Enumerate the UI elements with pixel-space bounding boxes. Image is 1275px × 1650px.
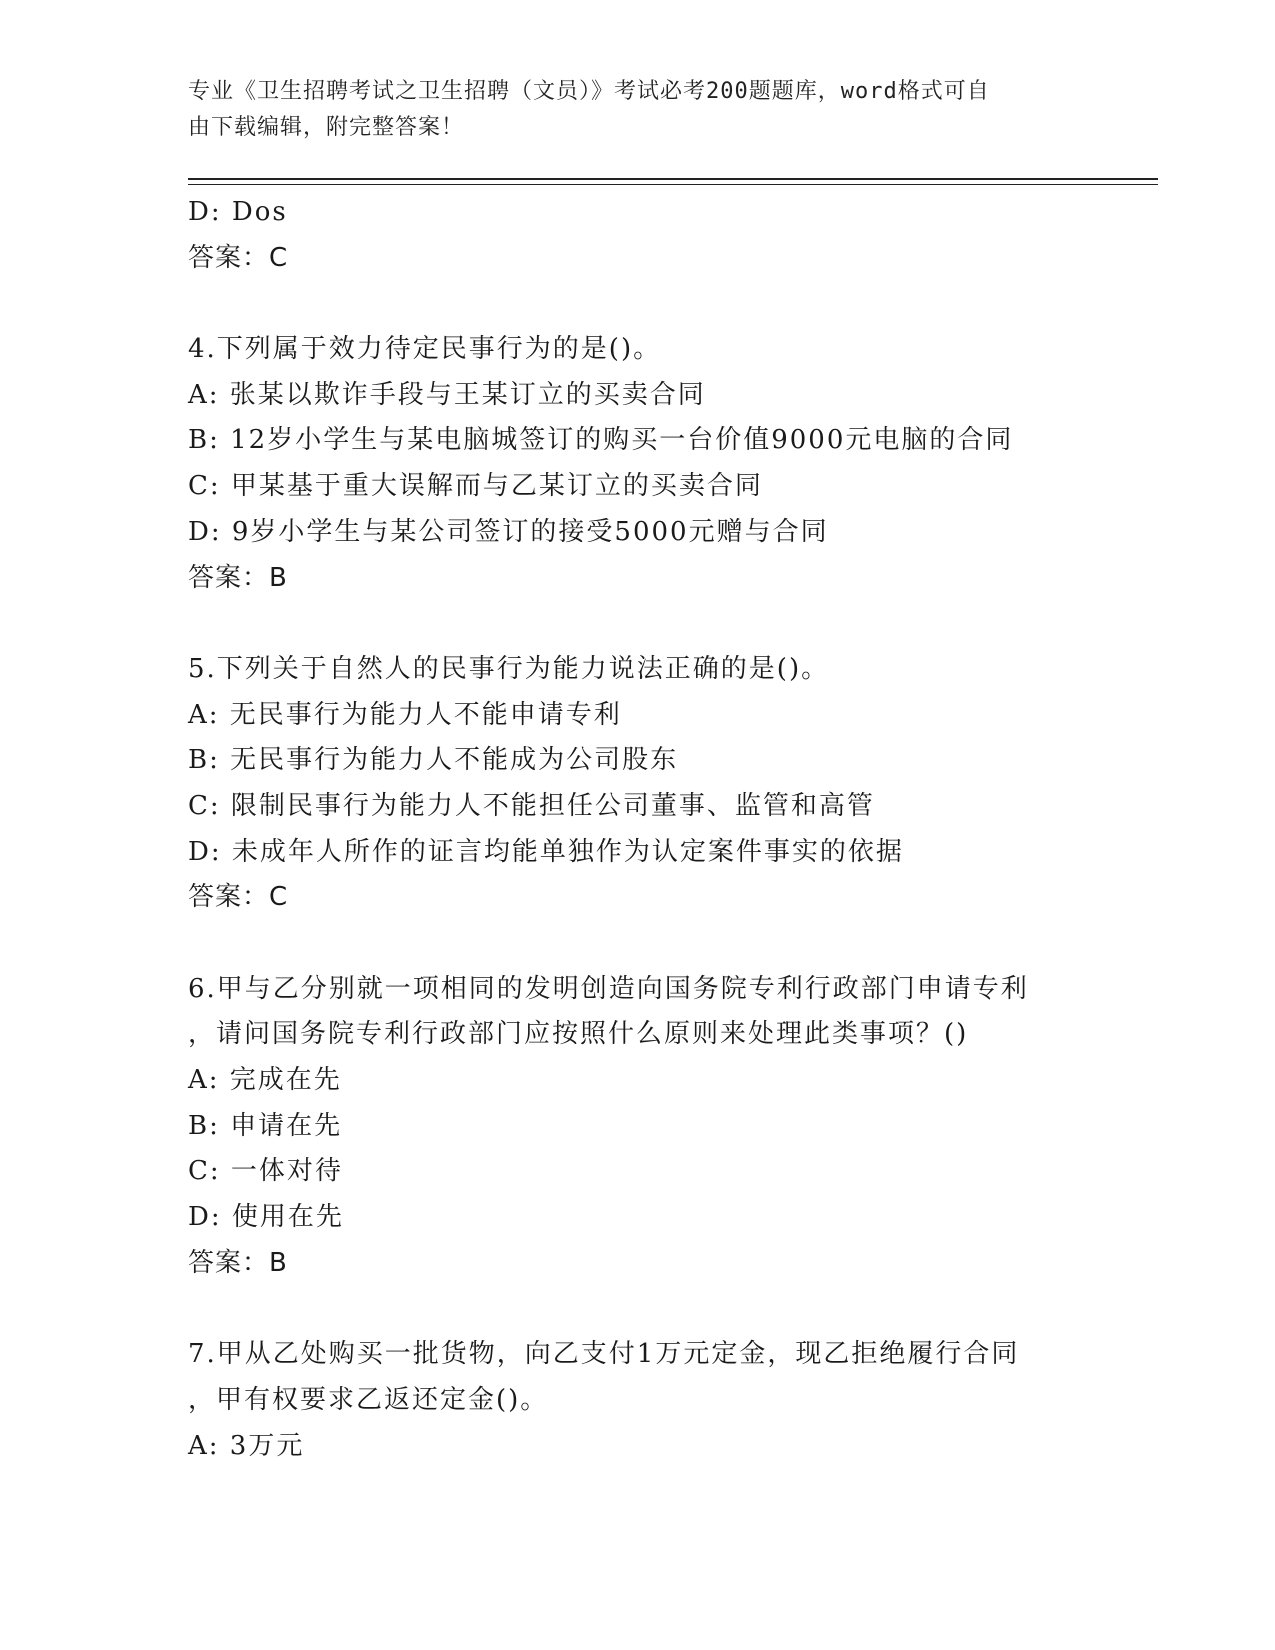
option-line: B: 12岁小学生与某电脑城签订的购买一台价值9000元电脑的合同 (188, 425, 1014, 456)
question-line: ，请问国务院专利行政部门应按照什么原则来处理此类事项？() (188, 1019, 969, 1050)
question-line: 5.下列关于自然人的民事行为能力说法正确的是()。 (188, 653, 830, 684)
header-rule-thick (188, 178, 1158, 180)
option-line: D: 未成年人所作的证言均能单独作为认定案件事实的依据 (188, 836, 904, 867)
spacer (188, 921, 1088, 967)
option-line: A: 3万元 (188, 1430, 305, 1461)
option-line: B: 申请在先 (188, 1110, 343, 1141)
question-line: 7.甲从乙处购买一批货物，向乙支付1万元定金，现乙拒绝履行合同 (188, 1339, 1020, 1370)
answer-line: 答案：B (188, 1247, 288, 1278)
answer-line: 答案：B (188, 562, 288, 593)
question-line: 6.甲与乙分别就一项相同的发明创造向国务院专利行政部门申请专利 (188, 973, 1029, 1004)
option-line: A: 无民事行为能力人不能申请专利 (188, 699, 622, 730)
option-line: C: 一体对待 (188, 1156, 343, 1187)
option-line: D: Dos (188, 197, 288, 227)
spacer (188, 281, 1088, 327)
question-content (188, 190, 1088, 1469)
option-line: C: 限制民事行为能力人不能担任公司董事、监管和高管 (188, 790, 875, 821)
option-line: D: 9岁小学生与某公司签订的接受5000元赠与合同 (188, 516, 829, 547)
header-rule-thin (188, 184, 1158, 185)
option-line: D: 使用在先 (188, 1202, 344, 1233)
spacer (188, 601, 1088, 647)
answer-line: 答案：C (188, 882, 289, 913)
header-line-1: 专业《卫生招聘考试之卫生招聘（文员）》考试必考200题题库，word格式可自 (188, 79, 990, 104)
spacer (188, 1287, 1088, 1333)
option-line: A: 完成在先 (188, 1065, 342, 1096)
option-line: A: 张某以欺诈手段与王某订立的买卖合同 (188, 379, 706, 410)
answer-line: 答案：C (188, 242, 289, 273)
question-line: 4.下列属于效力待定民事行为的是()。 (188, 334, 662, 365)
option-line: C: 甲某基于重大误解而与乙某订立的买卖合同 (188, 471, 763, 502)
header-line-2: 由下载编辑，附完整答案！ (188, 115, 465, 140)
document-header (188, 74, 1068, 146)
question-line: ，甲有权要求乙返还定金()。 (188, 1384, 549, 1415)
option-line: B: 无民事行为能力人不能成为公司股东 (188, 745, 679, 776)
